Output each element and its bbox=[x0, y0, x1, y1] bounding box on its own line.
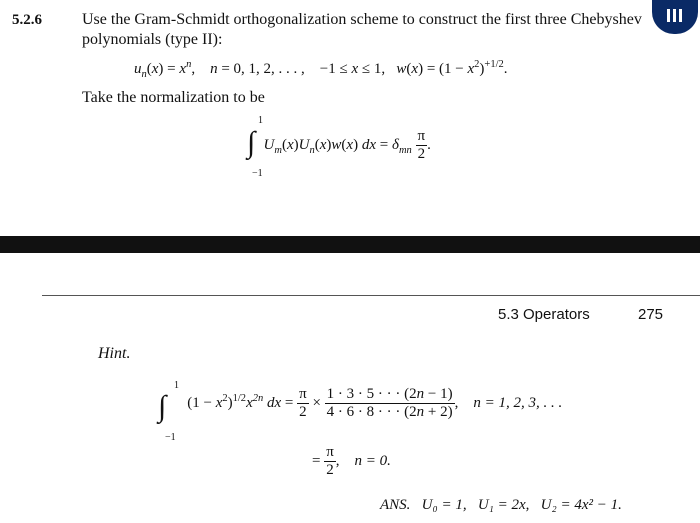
hint-second-equation: = $\frac{\pi}{2}$ , n = 0. bbox=[312, 444, 391, 479]
integral-sign: ∫ bbox=[247, 126, 256, 159]
menu-icon bbox=[667, 9, 670, 22]
answer-u1: U₁ = 2x, bbox=[477, 497, 530, 513]
problem-statement-line2: polynomials (type II): bbox=[82, 31, 223, 48]
problem-statement-line1: Use the Gram-Schmidt orthogonalization scheme to construct the first three Chebyshev bbox=[82, 11, 642, 28]
header-rule bbox=[42, 295, 700, 296]
menu-button[interactable] bbox=[652, 0, 698, 34]
hint-n-range: n = 1, 2, 3, . . . bbox=[473, 395, 563, 412]
hint-integral-upper-limit: 1 bbox=[174, 380, 179, 391]
problem-number: 5.2.6 bbox=[12, 12, 42, 28]
normalization-equation: $U_m(x)U_n(x)w(x)$ dx = $\delta_{mn}$ $\frac{\pi}{2}$ . bbox=[256, 128, 431, 163]
page-number: 275 bbox=[638, 306, 664, 323]
hint-equation: $(1 - x^2)^{1/2}x^{2n}$ dx = $\frac{\pi}{2}$ × $\frac{1 \cdot 3 \cdot 5 \cdot \cdot \cdot (2n - 1)}{4 \cdot 6 \cdot 8 \cdot \cdot \cdot (2n + 2)}$ , n = 1, 2, 3, . . . bbox=[187, 386, 563, 421]
integral-lower-limit: −1 bbox=[252, 168, 263, 179]
hint-label: Hint. bbox=[98, 345, 131, 362]
menu-icon-bar bbox=[679, 9, 682, 22]
answer-label: ANS. bbox=[380, 497, 411, 513]
basis-equation: $u_n(x) = x^n$, n = 0, 1, 2, . . . , −1 ≤ x ≤ 1, $w(x) = (1 - x^2)^{+1/2}$. bbox=[134, 59, 508, 80]
hint-integral-lower-limit: −1 bbox=[165, 432, 176, 443]
hint-n-zero: n = 0. bbox=[354, 453, 391, 470]
answer-u0: U₀ = 1, bbox=[421, 497, 467, 513]
menu-icon-bar bbox=[673, 9, 676, 22]
answer-u2: U₂ = 4x² − 1. bbox=[540, 497, 622, 513]
hint-integral-sign: ∫ bbox=[158, 390, 167, 423]
integral-upper-limit: 1 bbox=[258, 115, 263, 126]
section-title: 5.3 Operators bbox=[498, 306, 590, 323]
page-divider-band bbox=[0, 236, 700, 253]
answer-line bbox=[380, 497, 622, 514]
normalization-text: Take the normalization to be bbox=[82, 89, 265, 106]
